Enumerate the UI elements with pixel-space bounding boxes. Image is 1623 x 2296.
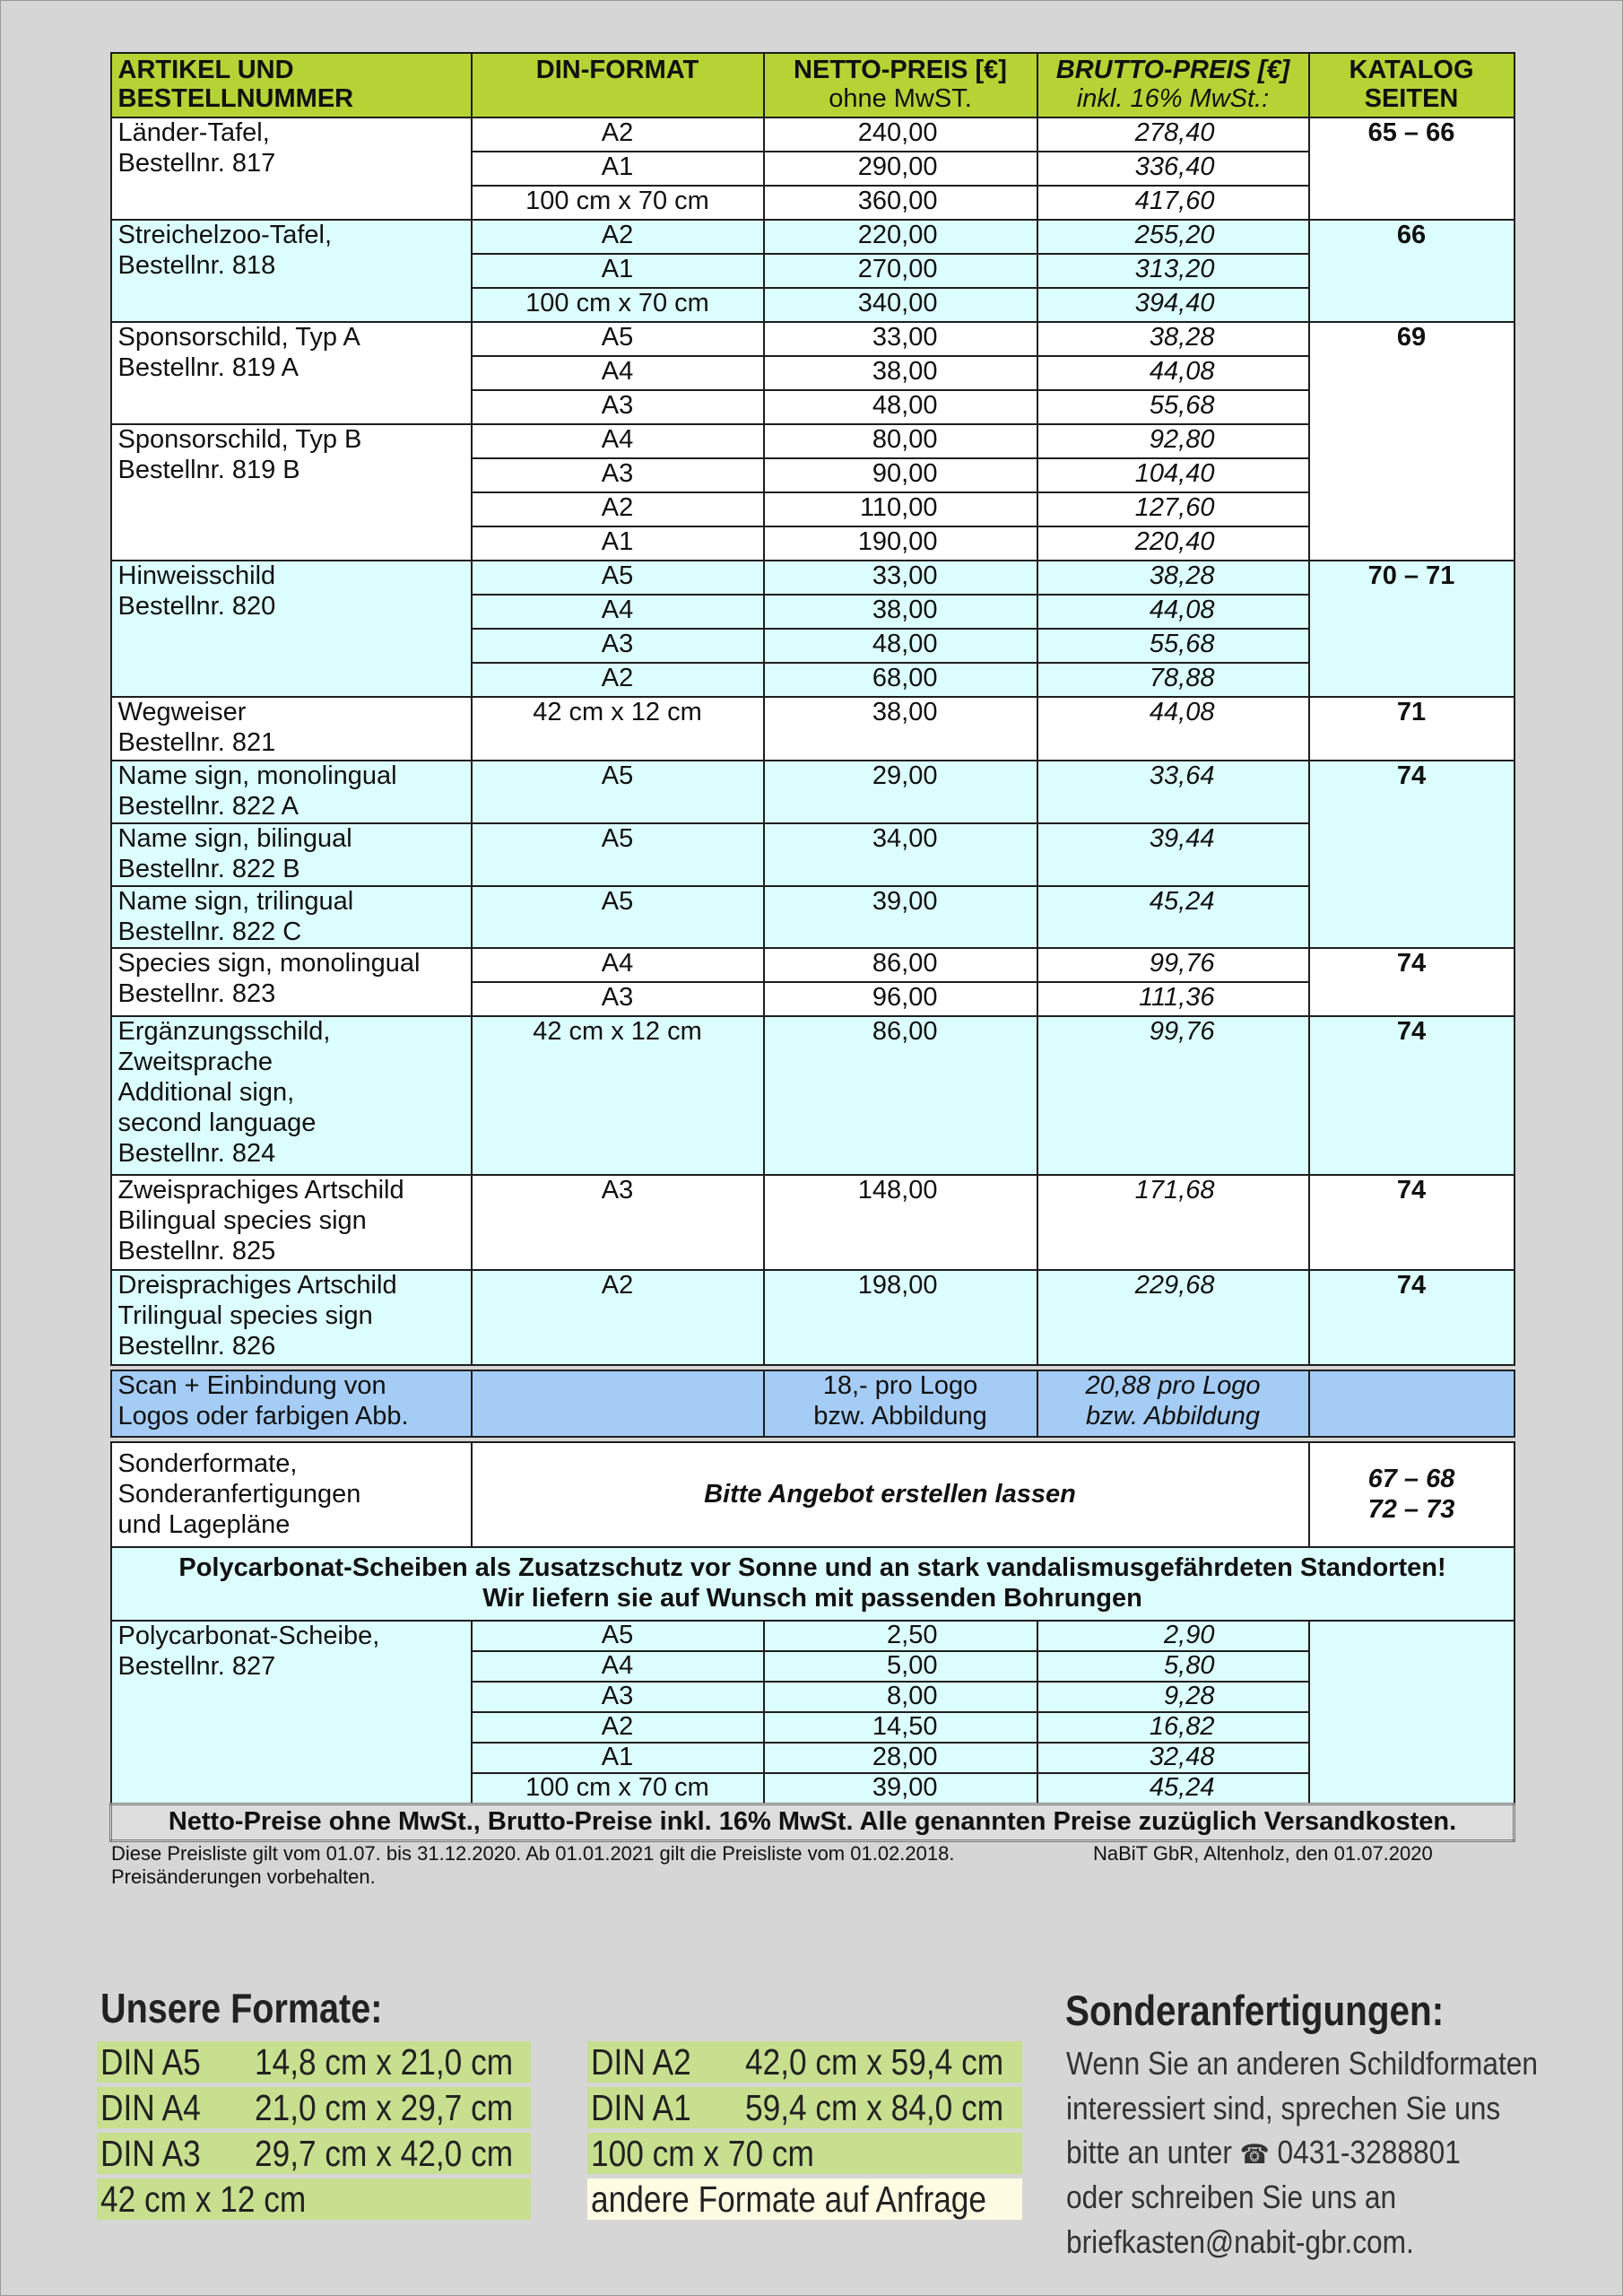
net-price-line: 18,- pro Logo (822, 1371, 978, 1401)
table-row (111, 424, 1515, 458)
table-row (111, 1621, 1515, 1651)
catalog-pages-cell: 71 (1309, 697, 1515, 761)
din-format-cell: A2 (472, 117, 764, 152)
phone-number[interactable]: 0431-3288801 (1277, 2134, 1461, 2171)
net-price-cell: 48,00 (764, 390, 1037, 424)
article-name: Zweitsprache (117, 1048, 273, 1077)
din-format-cell: 100 cm x 70 cm (472, 1773, 764, 1804)
din-format-cell: A5 (472, 561, 764, 595)
article-name: Zweisprachiges Artschild (117, 1176, 404, 1205)
net-price-cell: 38,00 (764, 697, 1037, 761)
net-price-cell: 38,00 (764, 595, 1037, 629)
gross-price-cell: 417,60 (1037, 186, 1309, 220)
net-price-cell: 148,00 (764, 1175, 1037, 1270)
table-row (111, 823, 1515, 886)
net-price-cell: 340,00 (764, 288, 1037, 322)
din-format-cell: A2 (472, 220, 764, 254)
gross-price-cell: 255,20 (1037, 220, 1309, 254)
din-format-cell: 42 cm x 12 cm (472, 697, 764, 761)
header-gross-sub: inkl. 16% MwSt.: (1076, 83, 1270, 113)
catalog-pages-cell: 70 – 71 (1309, 561, 1515, 697)
din-format-cell: A5 (472, 886, 764, 949)
header-net-title: NETTO-PREIS [€] (794, 56, 1007, 84)
gross-price-cell: 2,90 (1037, 1621, 1309, 1651)
net-price-line: bzw. Abbildung (813, 1401, 987, 1431)
net-price-cell: 14,50 (764, 1712, 1037, 1743)
gross-price-cell: 33,64 (1037, 761, 1309, 823)
gross-price-line: 20,88 pro Logo (1085, 1371, 1261, 1401)
article-name: Trilingual species sign (117, 1301, 373, 1331)
article-cell (111, 823, 472, 886)
request-offer-cell: Bitte Angebot erstellen lassen (472, 1442, 1309, 1547)
format-size: 14,8 cm x 21,0 cm (255, 2041, 514, 2083)
net-price-cell: 240,00 (764, 117, 1037, 152)
article-name: Name sign, bilingual (117, 823, 352, 853)
din-format-cell (472, 1370, 764, 1437)
format-size: 100 cm x 70 cm (591, 2133, 814, 2174)
article-name: Dreisprachiges Artschild (117, 1271, 397, 1300)
special-line-text: bitte an unter (1066, 2134, 1232, 2171)
article-name: Species sign, monolingual (117, 949, 421, 978)
header-gross (1037, 53, 1309, 117)
company-date: NaBiT GbR, Altenholz, den 01.07.2020 (1093, 1842, 1433, 1865)
gross-price-cell: 99,76 (1037, 948, 1309, 982)
din-format-cell: A1 (472, 1743, 764, 1773)
format-text (591, 2133, 814, 2174)
article-name: und Lagepläne (117, 1509, 291, 1539)
article-name: Scan + Einbindung von (117, 1371, 386, 1401)
gross-price-cell: 313,20 (1037, 254, 1309, 288)
catalog-pages-cell: 74 (1309, 948, 1515, 1016)
logo-scan-row (111, 1370, 1515, 1437)
format-item (97, 2041, 531, 2083)
net-price-cell: 33,00 (764, 561, 1037, 595)
price-footer: Netto-Preise ohne MwSt., Brutto-Preise inkl. 16% MwSt. Alle genannten Preise zuzüglich Versandkosten. (111, 1805, 1515, 1841)
net-price-cell: 38,00 (764, 356, 1037, 390)
article-name: Sonderanfertigungen (117, 1480, 361, 1509)
order-number: Bestellnr. 824 (117, 1139, 276, 1169)
article-name: Wegweiser (117, 697, 247, 726)
din-format-cell: A2 (472, 1270, 764, 1365)
din-format-cell: A3 (472, 458, 764, 492)
format-code: DIN A2 (591, 2041, 691, 2083)
net-price-cell: 80,00 (764, 424, 1037, 458)
gross-price-cell: 44,08 (1037, 595, 1309, 629)
header-gross-title: BRUTTO-PREIS [€] (1055, 56, 1290, 84)
gross-price-cell: 278,40 (1037, 117, 1309, 152)
catalog-pages-cell (1309, 1621, 1515, 1804)
order-number: Bestellnr. 826 (117, 1332, 276, 1361)
article-cell (111, 1016, 472, 1175)
order-number: Bestellnr. 819 A (117, 352, 299, 382)
format-item (587, 2041, 1022, 2083)
format-text (100, 2041, 513, 2083)
special-line: oder schreiben Sie uns an (1066, 2179, 1397, 2216)
format-text (100, 2087, 513, 2128)
din-format-cell: 100 cm x 70 cm (472, 186, 764, 220)
din-format-cell: A4 (472, 356, 764, 390)
order-number: Bestellnr. 818 (117, 250, 276, 280)
article-cell (111, 1270, 472, 1365)
header-net (764, 53, 1037, 117)
order-number: Bestellnr. 823 (117, 979, 276, 1009)
article-cell (111, 322, 472, 424)
order-number: Bestellnr. 819 B (117, 455, 300, 484)
article-cell (111, 424, 472, 561)
format-code: DIN A3 (100, 2133, 201, 2174)
price-table (109, 52, 1515, 1842)
header-din: DIN-FORMAT (472, 53, 764, 117)
gross-price-cell: 111,36 (1037, 982, 1309, 1016)
article-name: Hinweisschild (117, 561, 276, 590)
din-format-cell: A3 (472, 1175, 764, 1270)
gross-price-cell: 336,40 (1037, 152, 1309, 186)
gross-price-cell: 16,82 (1037, 1712, 1309, 1743)
gross-price-cell: 45,24 (1037, 886, 1309, 949)
polycarbonate-notice (111, 1547, 1515, 1621)
notice-line: Polycarbonat-Scheiben als Zusatzschutz vor Sonne und an stark vandalismusgefährdeten Standorten! (178, 1553, 1446, 1583)
net-price-cell: 96,00 (764, 982, 1037, 1016)
din-format-cell: A2 (472, 492, 764, 526)
din-format-cell: A4 (472, 948, 764, 982)
article-cell (111, 220, 472, 322)
din-format-cell: A3 (472, 982, 764, 1016)
header-net-sub: ohne MwST. (829, 83, 972, 113)
article-name: Länder-Tafel, (117, 117, 270, 147)
article-name: Sponsorschild, Typ B (117, 424, 362, 454)
net-price-cell: 220,00 (764, 220, 1037, 254)
din-format-cell: A1 (472, 254, 764, 288)
special-line: interessiert sind, sprechen Sie uns (1066, 2089, 1501, 2126)
table-header (111, 53, 1515, 117)
format-code: DIN A5 (100, 2041, 201, 2083)
catalog-pages-cell: 74 (1309, 1270, 1515, 1365)
catalog-pages-cell: 74 (1309, 1175, 1515, 1270)
din-format-cell: 42 cm x 12 cm (472, 1016, 764, 1175)
price-change-note: Preisänderungen vorbehalten. (111, 1865, 376, 1888)
net-price-cell: 33,00 (764, 322, 1037, 356)
table-row (111, 561, 1515, 595)
article-cell (111, 117, 472, 220)
header-article: ARTIKEL UND BESTELLNUMMER (111, 53, 472, 117)
format-size: 21,0 cm x 29,7 cm (255, 2087, 514, 2128)
format-code: DIN A4 (100, 2087, 201, 2128)
net-price-cell (764, 1370, 1037, 1437)
net-price-cell: 86,00 (764, 1016, 1037, 1175)
net-price-cell: 28,00 (764, 1743, 1037, 1773)
net-price-cell: 110,00 (764, 492, 1037, 526)
net-price-cell: 8,00 (764, 1682, 1037, 1712)
article-cell (111, 948, 472, 1016)
table-row (111, 117, 1515, 152)
net-price-cell: 68,00 (764, 663, 1037, 697)
gross-price-cell: 38,28 (1037, 561, 1309, 595)
din-format-cell: A4 (472, 424, 764, 458)
notice-line: Wir liefern sie auf Wunsch mit passenden Bohrungen (482, 1584, 1142, 1613)
table-row (111, 948, 1515, 982)
article-cell (111, 761, 472, 823)
format-item (97, 2087, 531, 2128)
order-number: Bestellnr. 822 C (117, 917, 302, 946)
net-price-cell: 34,00 (764, 823, 1037, 886)
article-cell (111, 1175, 472, 1270)
net-price-cell: 190,00 (764, 526, 1037, 561)
polycarbonate-notice-row (111, 1547, 1515, 1621)
din-format-cell: A5 (472, 761, 764, 823)
email-address[interactable]: briefkasten@nabit-gbr.com. (1066, 2222, 1414, 2260)
net-price-cell: 90,00 (764, 458, 1037, 492)
gross-price-cell: 55,68 (1037, 390, 1309, 424)
din-format-cell: A4 (472, 1651, 764, 1682)
din-format-cell: A1 (472, 152, 764, 186)
special-line-phone (1066, 2130, 1461, 2175)
catalog-pages-cell: 74 (1309, 761, 1515, 949)
net-price-cell: 290,00 (764, 152, 1037, 186)
gross-price-cell: 394,40 (1037, 288, 1309, 322)
net-price-cell: 5,00 (764, 1651, 1037, 1682)
format-text (100, 2133, 513, 2174)
gross-price-cell: 44,08 (1037, 356, 1309, 390)
special-formats-row (111, 1442, 1515, 1547)
catalog-pages-cell: 66 (1309, 220, 1515, 322)
gross-price-cell: 127,60 (1037, 492, 1309, 526)
order-number: Bestellnr. 820 (117, 591, 276, 621)
format-item (97, 2179, 531, 2220)
format-item (587, 2179, 1022, 2220)
din-format-cell: A2 (472, 1712, 764, 1743)
price-footer-row (111, 1805, 1515, 1841)
din-format-cell: A3 (472, 390, 764, 424)
article-name: Polycarbonat-Scheibe, (117, 1622, 380, 1651)
table-row (111, 1016, 1515, 1175)
gross-price-cell: 171,68 (1037, 1175, 1309, 1270)
net-price-cell: 270,00 (764, 254, 1037, 288)
table-row (111, 697, 1515, 761)
article-name: Sonderformate, (117, 1449, 298, 1479)
gross-price-cell: 92,80 (1037, 424, 1309, 458)
din-format-cell: A3 (472, 1682, 764, 1712)
article-cell (111, 886, 472, 949)
price-notes (111, 1842, 1510, 1889)
table-row (111, 220, 1515, 254)
catalog-pages-line: 72 – 73 (1367, 1494, 1455, 1524)
order-number: Bestellnr. 817 (117, 148, 276, 178)
net-price-cell: 39,00 (764, 886, 1037, 949)
din-format-cell: A5 (472, 823, 764, 886)
din-format-cell: A3 (472, 629, 764, 663)
gross-price-cell: 38,28 (1037, 322, 1309, 356)
net-price-cell: 360,00 (764, 186, 1037, 220)
article-cell (111, 561, 472, 697)
catalog-pages-cell (1309, 1370, 1515, 1437)
din-format-cell: A5 (472, 322, 764, 356)
gross-price-cell: 5,80 (1037, 1651, 1309, 1682)
special-line: Wenn Sie an anderen Schildformaten (1066, 2045, 1538, 2082)
catalog-pages-line: 67 – 68 (1367, 1465, 1455, 1494)
table-row (111, 1270, 1515, 1365)
gross-price-cell: 104,40 (1037, 458, 1309, 492)
article-cell (111, 697, 472, 761)
net-price-cell: 198,00 (764, 1270, 1037, 1365)
article-name: Ergänzungsschild, (117, 1017, 331, 1047)
gross-price-cell: 99,76 (1037, 1016, 1309, 1175)
table-row (111, 886, 1515, 949)
article-name: Additional sign, (117, 1078, 295, 1108)
format-item (587, 2133, 1022, 2174)
net-price-cell: 86,00 (764, 948, 1037, 982)
gross-price-cell: 229,68 (1037, 1270, 1309, 1365)
article-name: Name sign, trilingual (117, 886, 354, 916)
formats-title: Unsere Formate: (100, 1985, 383, 2031)
format-text (100, 2179, 306, 2220)
telephone-icon: ☎ (1239, 2140, 1270, 2170)
article-cell (111, 1442, 472, 1547)
special-text (1066, 2041, 1538, 2264)
format-size: 29,7 cm x 42,0 cm (255, 2133, 514, 2174)
catalog-pages-cell: 69 (1309, 322, 1515, 561)
net-price-cell: 29,00 (764, 761, 1037, 823)
article-cell (111, 1621, 472, 1804)
format-text (591, 2087, 1003, 2128)
format-size: 42 cm x 12 cm (100, 2179, 307, 2220)
gross-price-cell: 78,88 (1037, 663, 1309, 697)
gross-price-cell: 39,44 (1037, 823, 1309, 886)
article-name: Bilingual species sign (117, 1206, 367, 1236)
order-number: Bestellnr. 827 (117, 1652, 276, 1682)
format-item (97, 2133, 531, 2174)
net-price-cell: 48,00 (764, 629, 1037, 663)
table-row (111, 761, 1515, 823)
gross-price-cell: 220,40 (1037, 526, 1309, 561)
article-name: Sponsorschild, Typ A (117, 322, 360, 352)
article-name: second language (117, 1109, 317, 1138)
special-title: Sonderanfertigungen: (1065, 1987, 1445, 2034)
gross-price-cell (1037, 1370, 1309, 1437)
header-pages: KATALOG SEITEN (1309, 53, 1515, 117)
format-size: 59,4 cm x 84,0 cm (745, 2087, 1004, 2128)
order-number: Bestellnr. 822 A (117, 791, 299, 821)
gross-price-cell: 45,24 (1037, 1773, 1309, 1804)
catalog-pages-cell: 74 (1309, 1016, 1515, 1175)
net-price-cell: 2,50 (764, 1621, 1037, 1651)
table-row (111, 322, 1515, 356)
net-price-cell: 39,00 (764, 1773, 1037, 1804)
gross-price-cell: 9,28 (1037, 1682, 1309, 1712)
format-size: 42,0 cm x 59,4 cm (745, 2041, 1004, 2083)
article-name: Streichelzoo-Tafel, (117, 220, 333, 249)
order-number: Bestellnr. 821 (117, 727, 276, 757)
catalog-pages-cell (1309, 1442, 1515, 1547)
gross-price-cell: 44,08 (1037, 697, 1309, 761)
order-number: Bestellnr. 822 B (117, 854, 300, 883)
din-format-cell: A4 (472, 595, 764, 629)
order-number: Bestellnr. 825 (117, 1237, 276, 1266)
din-format-cell: A5 (472, 1621, 764, 1651)
article-cell (111, 1370, 472, 1437)
gross-price-line: bzw. Abbildung (1085, 1401, 1260, 1431)
format-item (587, 2087, 1022, 2128)
table-row (111, 1175, 1515, 1270)
validity-note: Diese Preisliste gilt vom 01.07. bis 31.12.2020. Ab 01.01.2021 gilt die Preisliste vom 01.02.2018. (111, 1842, 955, 1865)
din-format-cell: A1 (472, 526, 764, 561)
format-text (591, 2179, 986, 2220)
catalog-pages-cell: 65 – 66 (1309, 117, 1515, 220)
article-name: Logos oder farbigen Abb. (117, 1402, 409, 1431)
din-format-cell: 100 cm x 70 cm (472, 288, 764, 322)
format-size: andere Formate auf Anfrage (591, 2179, 987, 2220)
article-name: Name sign, monolingual (117, 761, 397, 790)
gross-price-cell: 55,68 (1037, 629, 1309, 663)
format-text (591, 2041, 1003, 2083)
format-code: DIN A1 (591, 2087, 691, 2128)
gross-price-cell: 32,48 (1037, 1743, 1309, 1773)
din-format-cell: A2 (472, 663, 764, 697)
